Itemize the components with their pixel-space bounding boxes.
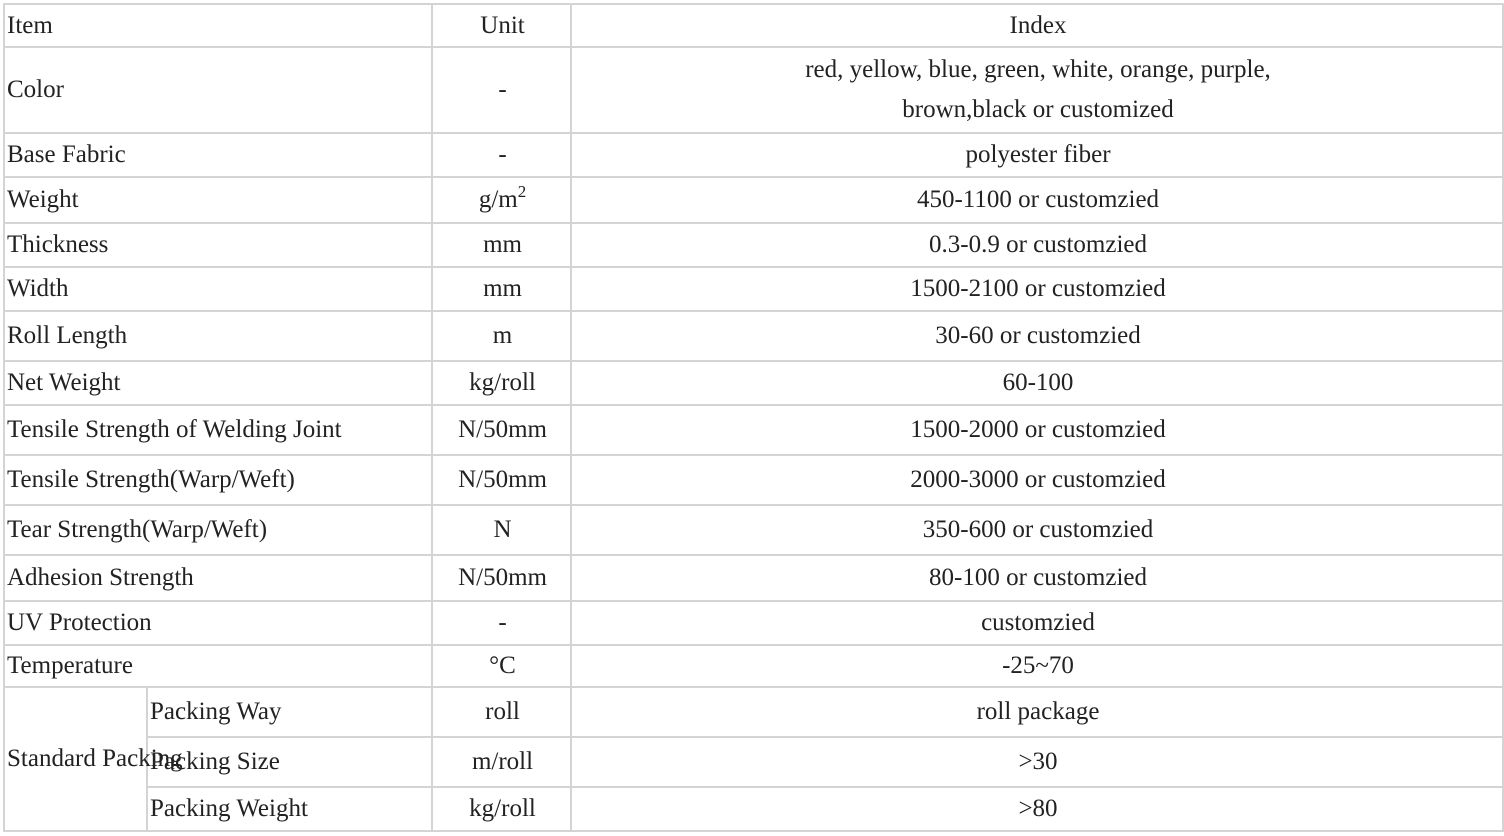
- table-row: [4, 361, 1503, 405]
- index-cell: 60-100: [571, 361, 1503, 405]
- item-cell: Color: [4, 47, 432, 133]
- unit-cell: mm: [432, 267, 571, 311]
- index-cell: customzied: [571, 601, 1503, 645]
- table-row: [4, 133, 1503, 177]
- unit-cell: kg/roll: [432, 361, 571, 405]
- unit-cell: -: [432, 601, 571, 645]
- unit-cell: kg/roll: [432, 787, 571, 831]
- item-cell: Weight: [4, 177, 432, 223]
- item-cell: Thickness: [4, 223, 432, 267]
- index-cell: 1500-2000 or customzied: [571, 405, 1503, 455]
- index-cell: 2000-3000 or customzied: [571, 455, 1503, 505]
- index-cell: -25~70: [571, 645, 1503, 687]
- table-row: [4, 737, 1503, 787]
- index-cell: 1500-2100 or customzied: [571, 267, 1503, 311]
- item-cell: Temperature: [4, 645, 432, 687]
- item-cell: Packing Size: [147, 737, 432, 787]
- header-row: [4, 4, 1503, 47]
- unit-text: g/m: [478, 186, 518, 213]
- table-row: [4, 311, 1503, 361]
- spec-table: [3, 3, 1504, 832]
- item-cell: Net Weight: [4, 361, 432, 405]
- unit-cell: m/roll: [432, 737, 571, 787]
- unit-cell: -: [432, 133, 571, 177]
- unit-cell: °C: [432, 645, 571, 687]
- index-cell: 350-600 or customzied: [571, 505, 1503, 555]
- index-line: brown,black or customized: [902, 96, 1174, 123]
- index-cell: >30: [571, 737, 1503, 787]
- item-cell: Packing Weight: [147, 787, 432, 831]
- unit-cell: N/50mm: [432, 555, 571, 601]
- unit-cell: [432, 177, 571, 223]
- table-row: [4, 687, 1503, 737]
- item-cell: Tensile Strength of Welding Joint: [4, 405, 432, 455]
- index-line: red, yellow, blue, green, white, orange, purple,: [805, 56, 1271, 83]
- index-cell: [571, 47, 1503, 133]
- table-row: [4, 267, 1503, 311]
- table-row: [4, 555, 1503, 601]
- index-cell: 80-100 or customzied: [571, 555, 1503, 601]
- table-row: [4, 505, 1503, 555]
- unit-cell: -: [432, 47, 571, 133]
- item-cell: Tensile Strength(Warp/Weft): [4, 455, 432, 505]
- item-cell: Adhesion Strength: [4, 555, 432, 601]
- index-cell: 450-1100 or customzied: [571, 177, 1503, 223]
- table-row: [4, 177, 1503, 223]
- unit-cell: m: [432, 311, 571, 361]
- index-cell: polyester fiber: [571, 133, 1503, 177]
- packing-group-label: Standard Packing: [4, 687, 147, 831]
- item-cell: Roll Length: [4, 311, 432, 361]
- unit-cell: mm: [432, 223, 571, 267]
- header-unit: Unit: [432, 4, 571, 47]
- item-cell: Width: [4, 267, 432, 311]
- header-item: Item: [4, 4, 432, 47]
- item-cell: Tear Strength(Warp/Weft): [4, 505, 432, 555]
- table-row: [4, 455, 1503, 505]
- table-row: [4, 645, 1503, 687]
- index-cell: 0.3-0.9 or customzied: [571, 223, 1503, 267]
- unit-cell: N/50mm: [432, 455, 571, 505]
- table-row: [4, 601, 1503, 645]
- unit-cell: roll: [432, 687, 571, 737]
- index-cell: >80: [571, 787, 1503, 831]
- table-row: [4, 223, 1503, 267]
- item-cell: Packing Way: [147, 687, 432, 737]
- unit-superscript: 2: [517, 182, 527, 201]
- unit-cell: N/50mm: [432, 405, 571, 455]
- header-index: Index: [571, 4, 1503, 47]
- table-row: [4, 405, 1503, 455]
- item-cell: UV Protection: [4, 601, 432, 645]
- table-row: [4, 47, 1503, 133]
- unit-cell: N: [432, 505, 571, 555]
- item-cell: Base Fabric: [4, 133, 432, 177]
- table-row: [4, 787, 1503, 831]
- index-cell: roll package: [571, 687, 1503, 737]
- index-cell: 30-60 or customzied: [571, 311, 1503, 361]
